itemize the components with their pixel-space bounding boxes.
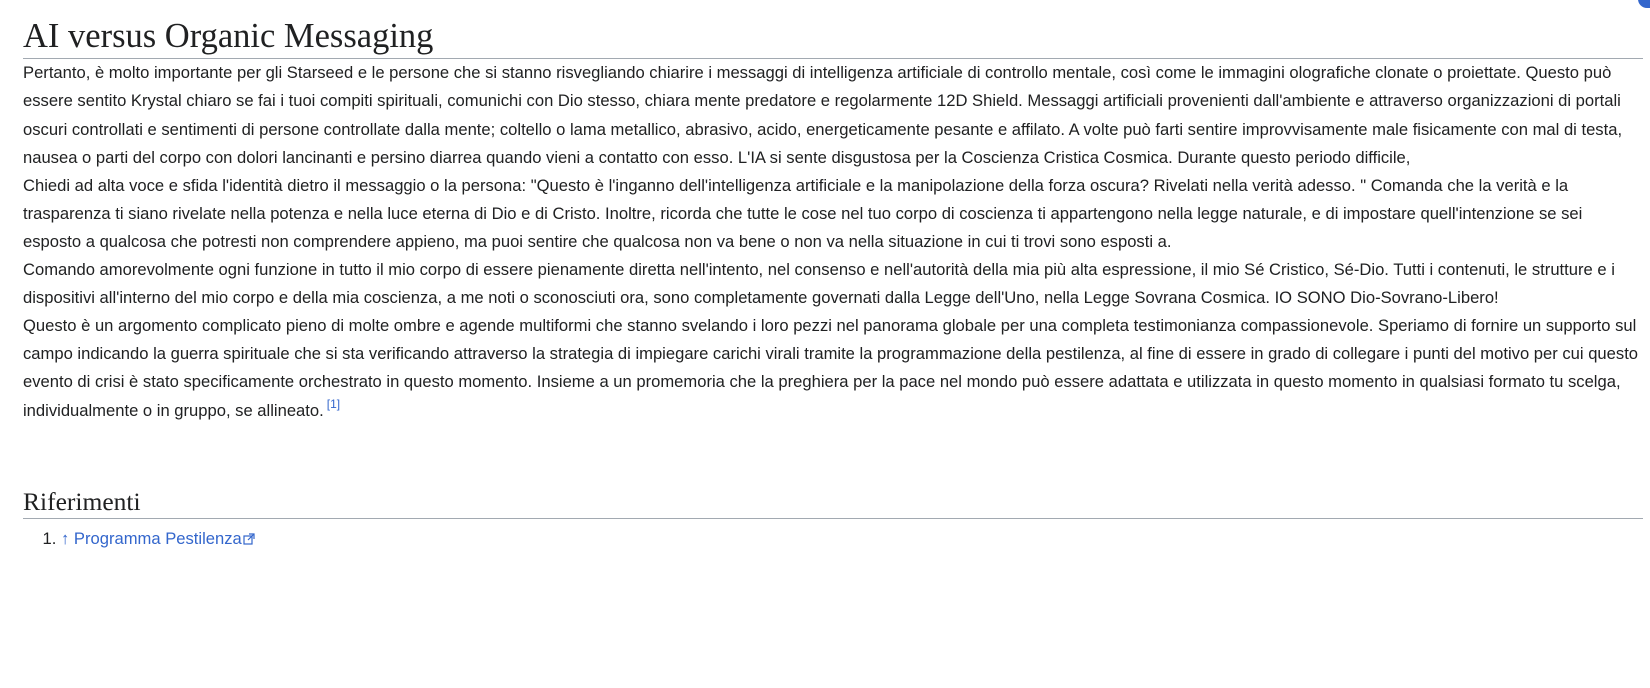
citation-link-1[interactable]: [1] xyxy=(326,396,341,411)
references-heading: Riferimenti xyxy=(23,487,1643,520)
citation-1 xyxy=(327,397,340,411)
paragraph-3: Comando amorevolmente ogni funzione in tutto il mio corpo di essere pienamente diretta nell'intento, nel consenso e nell'autorità della mia più alta espressione, il mio Sé Cristico, Sé-Dio. Tutti i contenuti, le strutture e i dispositivi all'interno del mio corpo e della mia coscienza, a me noti o sconosciuti ora, sono completamente governati dalla Legge dell'Uno, nella Legge Sovrana Cosmica. IO SONO Dio-Sovrano-Libero! xyxy=(23,260,1615,308)
external-link-icon xyxy=(243,533,255,545)
article-content xyxy=(23,0,1643,551)
reference-link-text: Programma Pestilenza xyxy=(73,529,242,549)
paragraph-4 xyxy=(23,312,1643,424)
reference-link-programma-pestilenza[interactable] xyxy=(74,529,255,548)
paragraph-1: Pertanto, è molto importante per gli Starseed e le persone che si stanno risvegliando chiarire i messaggi di intelligenza artificiale di controllo mentale, così come le immagini olografiche clonate o proiettate. Questo può essere sentito Krystal chiaro se fai i tuoi compiti spirituali, comunichi con Dio stesso, chiara mente predatore e regolarmente 12D Shield. Messaggi artificiali provenienti dall'ambiente e attraverso organizzazioni di portali oscuri controllati e sentimenti di persone controllate dalla mente; coltello o lama metallico, abrasivo, acido, energeticamente pesante e affilato. A volte può farti sentire improvvisamente male fisicamente con mal di testa, nausea o parti del corpo con dolori lancinanti e persino diarrea quando vieni a contatto con esso. L'IA si sente disgustosa per la Coscienza Cristica Cosmica. Durante questo periodo difficile, xyxy=(23,63,1623,167)
paragraph-2: Chiedi ad alta voce e sfida l'identità dietro il messaggio o la persona: "Questo è l'inganno dell'intelligenza artificiale e la manipolazione della forza oscura? Rivelati nella verità adesso. " Comanda che la verità e la trasparenza ti siano rivelate nella potenza e nella luce eterna di Dio e di Cristo. Inoltre, ricorda che tutte le cose nel tuo corpo di coscienza ti appartengono nella legge naturale, e di impostare quell'intenzione se sei esposto a qualcosa che potresti non comprendere appieno, ma puoi sentire che qualcosa non va bene o non va nella situazione in cui ti trovi sono esposti a. xyxy=(23,175,1583,251)
page-title: AI versus Organic Messaging xyxy=(23,16,1643,59)
back-arrow-link[interactable]: ↑ xyxy=(61,529,70,549)
references-list xyxy=(23,527,1643,551)
reference-item-1 xyxy=(61,527,1643,551)
paragraph-4-text: Questo è un argomento complicato pieno di molte ombre e agende multiformi che stanno svelando i loro pezzi nel panorama globale per una completa testimonianza compassionevole. Speriamo di fornire un supporto sul campo indicando la guerra spirituale che si sta verificando attraverso la strategia di impiegare carichi virali tramite la programmazione della pestilenza, al fine di essere in grado di collegare i punti del motivo per cui questo evento di crisi è stato specificamente orchestrato in questo momento. Insieme a un promemoria che la preghiera per la pace nel mondo può essere adattata e utilizzata in questo momento in qualsiasi formato tu scelga, individualmente o in gruppo, se allineato. xyxy=(23,316,1639,420)
